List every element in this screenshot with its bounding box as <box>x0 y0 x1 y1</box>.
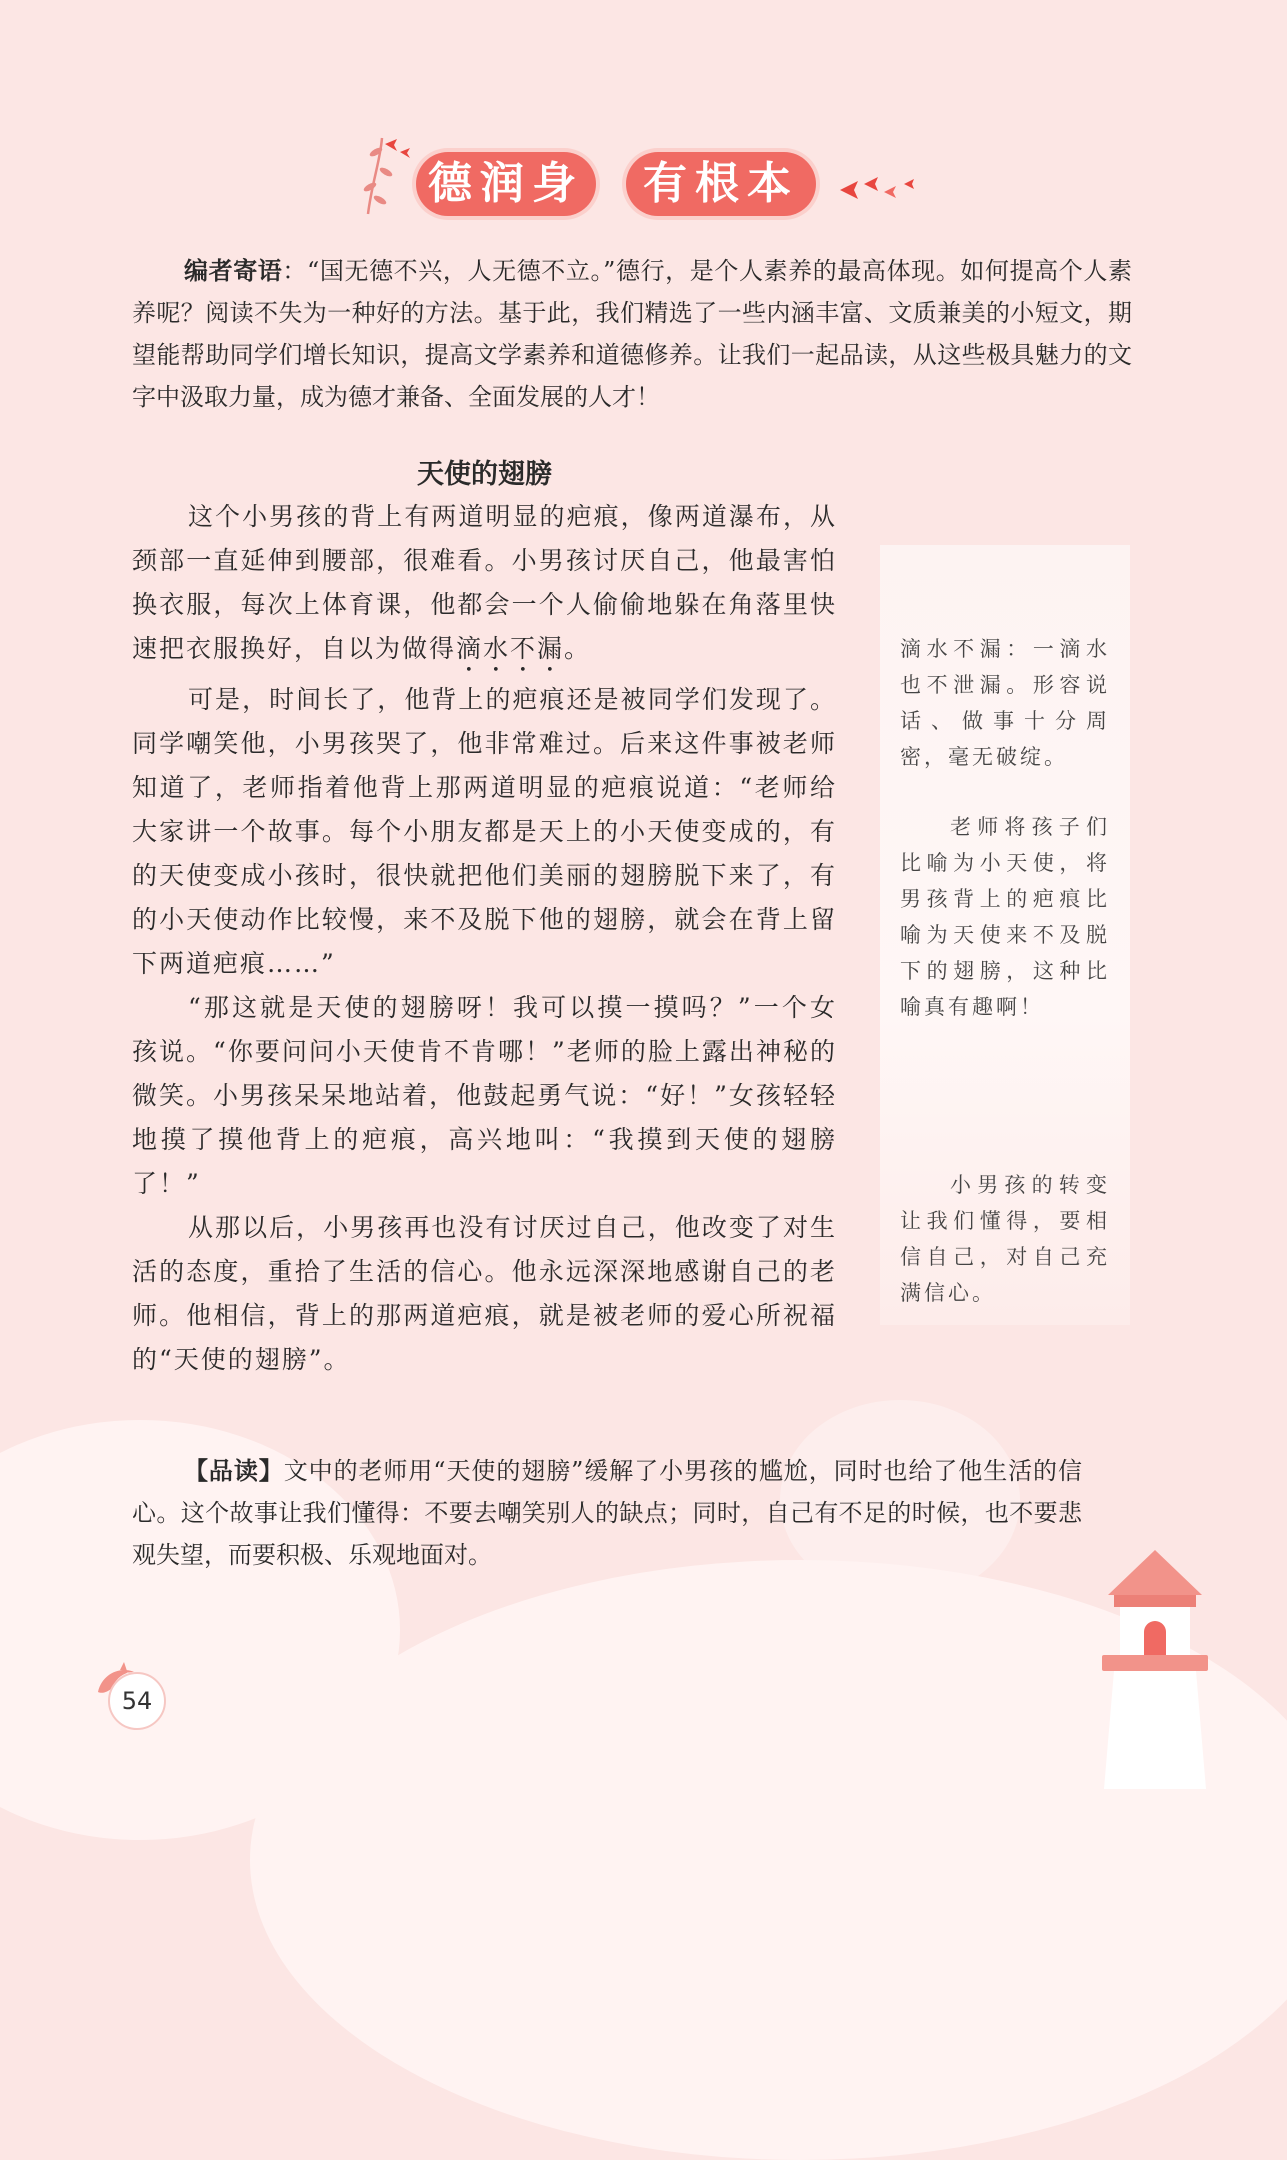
sidebar-note-metaphor: 老师将孩子们比喻为小天使，将男孩背上的疤痕比喻为天使来不及脱下的翅膀，这种比喻真有趣啊！ <box>900 815 1110 1019</box>
sidebar-note-lesson: 小男孩的转变让我们懂得，要相信自己，对自己充满信心。 <box>900 1173 1110 1305</box>
plant-decoration-icon <box>360 132 420 217</box>
title-word-1: 德润身 <box>416 152 596 216</box>
editor-note-label: 编者寄语 <box>184 257 283 285</box>
title-banner <box>360 132 940 232</box>
title-word-2: 有根本 <box>626 152 816 216</box>
story-paragraph <box>132 495 837 678</box>
reading-summary <box>132 1450 1082 1576</box>
summary-text: 文中的老师用“天使的翅膀”缓解了小男孩的尴尬，同时也给了他生活的信心。这个故事让我们懂得：不要去嘲笑别人的缺点；同时，自己有不足的时候，也不要悲观失望，而要积极、乐观地面对。 <box>132 1457 1082 1569</box>
story-paragraph-text: 。 <box>564 634 592 663</box>
sidebar-note-definition: 滴水不漏：一滴水也不泄漏。形容说话、做事十分周密，毫无破绽。 <box>900 637 1110 769</box>
story-paragraph: 从那以后，小男孩再也没有讨厌过自己，他改变了对生活的态度，重拾了生活的信心。他永远深深地感谢自己的老师。他相信，背上的那两道疤痕，就是被老师的爱心所祝福的“天使的翅膀”。 <box>132 1213 837 1374</box>
editor-note <box>132 250 1132 418</box>
lighthouse-icon <box>1100 1550 1210 1789</box>
story-body <box>132 495 837 1382</box>
story-paragraph: “那这就是天使的翅膀呀！我可以摸一摸吗？”一个女孩说。“你要问问小天使肯不肯哪！”老师的脸上露出神秘的微笑。小男孩呆呆地站着，他鼓起勇气说：“好！”女孩轻轻地摸了摸他背上的疤痕，高兴地叫：“我摸到天使的翅膀了！” <box>132 993 837 1198</box>
story-paragraph: 可是，时间长了，他背上的疤痕还是被同学们发现了。同学嘲笑他，小男孩哭了，他非常难过。后来这件事被老师知道了，老师指着他背上那两道明显的疤痕说道：“老师给大家讲一个故事。每个小朋友都是天上的小天使变成的，有的天使变成小孩时，很快就把他们美丽的翅膀脱下来了，有的小天使动作比较慢，来不及脱下他的翅膀，就会在背上留下两道疤痕……” <box>132 685 837 978</box>
page-number: 54 <box>108 1672 166 1730</box>
summary-label: 【品读】 <box>184 1457 284 1485</box>
annotation-sidebar <box>880 545 1130 1325</box>
emphasized-phrase: 滴水不漏 <box>456 634 565 663</box>
story-paragraph-text: 这个小男孩的背上有两道明显的疤痕，像两道瀑布，从颈部一直延伸到腰部，很难看。小男孩讨厌自己，他最害怕换衣服，每次上体育课，他都会一个人偷偷地躲在角落里快速把衣服换好，自以为做得 <box>132 502 837 663</box>
editor-note-text: ：“国无德不兴，人无德不立。”德行，是个人素养的最高体现。如何提高个人素养呢？阅读不失为一种好的方法。基于此，我们精选了一些内涵丰富、文质兼美的小短文，期望能帮助同学们增长知识，提高文学素养和道德修养。让我们一起品读，从这些极具魅力的文字中汲取力量，成为德才兼备、全面发展的人才！ <box>132 257 1132 411</box>
fish-decoration-icon <box>830 170 940 210</box>
story-title: 天使的翅膀 <box>417 459 552 490</box>
